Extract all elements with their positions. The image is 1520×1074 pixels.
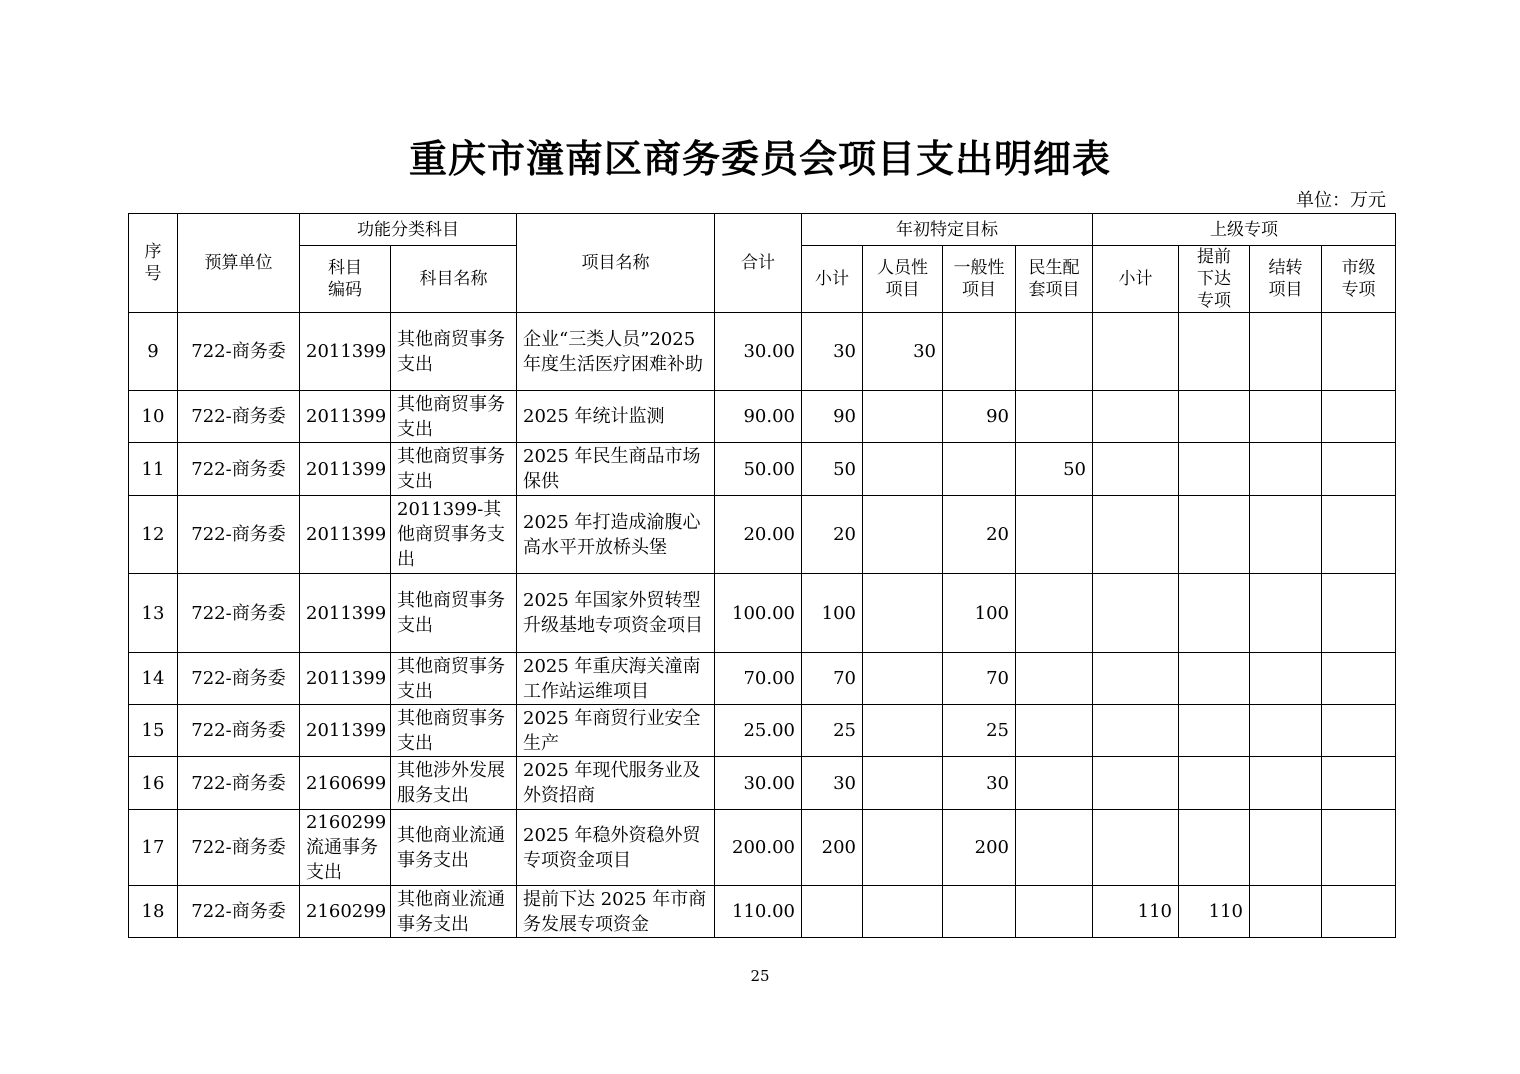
cell-code: 2160299流通事务支出 [300, 810, 391, 886]
table-row [129, 443, 1396, 496]
cell-carryover [1250, 705, 1322, 757]
cell-personnel [863, 757, 943, 810]
cell-subject: 其他涉外发展服务支出 [391, 757, 517, 810]
cell-subject: 其他商贸事务支出 [391, 653, 517, 705]
cell-seq: 17 [129, 810, 178, 886]
cell-general: 90 [943, 391, 1016, 443]
cell-city [1322, 496, 1396, 574]
header-func-group: 功能分类科目 [300, 214, 517, 246]
cell-seq: 16 [129, 757, 178, 810]
cell-city [1322, 653, 1396, 705]
cell-seq: 10 [129, 391, 178, 443]
cell-project: 2025 年稳外资稳外贸专项资金项目 [517, 810, 715, 886]
cell-upper-subtotal [1093, 757, 1179, 810]
cell-carryover [1250, 810, 1322, 886]
cell-annual-subtotal: 25 [802, 705, 863, 757]
cell-city [1322, 886, 1396, 938]
cell-subject: 其他商贸事务支出 [391, 313, 517, 391]
cell-annual-subtotal: 200 [802, 810, 863, 886]
cell-subject: 其他商贸事务支出 [391, 391, 517, 443]
cell-general [943, 886, 1016, 938]
cell-carryover [1250, 443, 1322, 496]
header-livelihood: 民生配套项目 [1016, 246, 1093, 313]
cell-personnel [863, 705, 943, 757]
cell-seq: 15 [129, 705, 178, 757]
cell-carryover [1250, 391, 1322, 443]
header-total: 合计 [715, 214, 802, 313]
cell-total: 20.00 [715, 496, 802, 574]
cell-subject: 其他商贸事务支出 [391, 443, 517, 496]
cell-annual-subtotal: 20 [802, 496, 863, 574]
cell-livelihood [1016, 574, 1093, 653]
cell-unit: 722-商务委 [178, 443, 300, 496]
cell-city [1322, 391, 1396, 443]
cell-carryover [1250, 653, 1322, 705]
cell-livelihood [1016, 757, 1093, 810]
cell-city [1322, 574, 1396, 653]
cell-livelihood [1016, 313, 1093, 391]
header-personnel: 人员性项目 [863, 246, 943, 313]
cell-total: 30.00 [715, 313, 802, 391]
cell-total: 30.00 [715, 757, 802, 810]
header-upper-subtotal: 小计 [1093, 246, 1179, 313]
cell-project: 2025 年民生商品市场保供 [517, 443, 715, 496]
cell-project: 2025 年商贸行业安全生产 [517, 705, 715, 757]
table-row [129, 574, 1396, 653]
cell-code: 2160699 [300, 757, 391, 810]
header-project-name: 项目名称 [517, 214, 715, 313]
cell-general: 200 [943, 810, 1016, 886]
cell-code: 2160299 [300, 886, 391, 938]
cell-unit: 722-商务委 [178, 886, 300, 938]
cell-code: 2011399 [300, 391, 391, 443]
cell-upper-subtotal [1093, 443, 1179, 496]
cell-annual-subtotal [802, 886, 863, 938]
cell-annual-subtotal: 30 [802, 757, 863, 810]
cell-subject: 其他商业流通事务支出 [391, 810, 517, 886]
cell-unit: 722-商务委 [178, 757, 300, 810]
cell-total: 100.00 [715, 574, 802, 653]
cell-personnel [863, 810, 943, 886]
cell-general: 30 [943, 757, 1016, 810]
cell-carryover [1250, 313, 1322, 391]
header-code: 科目编码 [300, 246, 391, 313]
cell-annual-subtotal: 30 [802, 313, 863, 391]
cell-annual-subtotal: 100 [802, 574, 863, 653]
cell-seq: 11 [129, 443, 178, 496]
cell-code: 2011399 [300, 313, 391, 391]
cell-upper-subtotal: 110 [1093, 886, 1179, 938]
table-row [129, 886, 1396, 938]
project-expense-table [128, 213, 1396, 938]
cell-advance [1179, 705, 1250, 757]
cell-subject: 其他商贸事务支出 [391, 705, 517, 757]
cell-livelihood [1016, 705, 1093, 757]
cell-subject: 其他商业流通事务支出 [391, 886, 517, 938]
cell-seq: 14 [129, 653, 178, 705]
cell-annual-subtotal: 70 [802, 653, 863, 705]
cell-upper-subtotal [1093, 574, 1179, 653]
cell-upper-subtotal [1093, 313, 1179, 391]
cell-personnel [863, 443, 943, 496]
cell-seq: 13 [129, 574, 178, 653]
cell-project: 2025 年打造成渝腹心高水平开放桥头堡 [517, 496, 715, 574]
cell-upper-subtotal [1093, 653, 1179, 705]
cell-general: 100 [943, 574, 1016, 653]
cell-advance [1179, 810, 1250, 886]
header-unit: 预算单位 [178, 214, 300, 313]
cell-carryover [1250, 574, 1322, 653]
cell-personnel [863, 886, 943, 938]
cell-livelihood: 50 [1016, 443, 1093, 496]
header-advance: 提前下达专项 [1179, 246, 1250, 313]
cell-total: 70.00 [715, 653, 802, 705]
header-seq: 序号 [129, 214, 178, 313]
cell-seq: 12 [129, 496, 178, 574]
cell-advance [1179, 574, 1250, 653]
cell-subject: 其他商贸事务支出 [391, 574, 517, 653]
cell-livelihood [1016, 886, 1093, 938]
header-annual-subtotal: 小计 [802, 246, 863, 313]
cell-city [1322, 443, 1396, 496]
cell-total: 25.00 [715, 705, 802, 757]
cell-livelihood [1016, 391, 1093, 443]
cell-code: 2011399 [300, 496, 391, 574]
cell-general: 25 [943, 705, 1016, 757]
cell-total: 110.00 [715, 886, 802, 938]
cell-advance [1179, 757, 1250, 810]
cell-project: 2025 年统计监测 [517, 391, 715, 443]
cell-city [1322, 705, 1396, 757]
cell-project: 2025 年国家外贸转型升级基地专项资金项目 [517, 574, 715, 653]
header-carryover: 结转项目 [1250, 246, 1322, 313]
cell-subject: 2011399-其他商贸事务支出 [391, 496, 517, 574]
cell-unit: 722-商务委 [178, 313, 300, 391]
cell-unit: 722-商务委 [178, 653, 300, 705]
cell-personnel [863, 496, 943, 574]
cell-unit: 722-商务委 [178, 705, 300, 757]
cell-general: 70 [943, 653, 1016, 705]
cell-personnel [863, 653, 943, 705]
table-row [129, 705, 1396, 757]
cell-total: 50.00 [715, 443, 802, 496]
cell-project: 2025 年重庆海关潼南工作站运维项目 [517, 653, 715, 705]
cell-code: 2011399 [300, 443, 391, 496]
page-number: 25 [750, 967, 770, 985]
cell-general [943, 443, 1016, 496]
cell-general [943, 313, 1016, 391]
cell-personnel [863, 574, 943, 653]
cell-livelihood [1016, 653, 1093, 705]
unit-label: 单位：万元 [1296, 190, 1386, 211]
cell-carryover [1250, 886, 1322, 938]
table-row [129, 810, 1396, 886]
cell-annual-subtotal: 50 [802, 443, 863, 496]
cell-seq: 9 [129, 313, 178, 391]
cell-personnel: 30 [863, 313, 943, 391]
cell-code: 2011399 [300, 705, 391, 757]
cell-livelihood [1016, 810, 1093, 886]
cell-carryover [1250, 496, 1322, 574]
cell-advance [1179, 313, 1250, 391]
cell-upper-subtotal [1093, 496, 1179, 574]
cell-city [1322, 313, 1396, 391]
cell-upper-subtotal [1093, 705, 1179, 757]
table-row [129, 653, 1396, 705]
header-city: 市级专项 [1322, 246, 1396, 313]
cell-code: 2011399 [300, 653, 391, 705]
cell-advance [1179, 653, 1250, 705]
header-upper-group: 上级专项 [1093, 214, 1396, 246]
header-annual-group: 年初特定目标 [802, 214, 1093, 246]
table-row [129, 757, 1396, 810]
cell-unit: 722-商务委 [178, 810, 300, 886]
cell-total: 90.00 [715, 391, 802, 443]
header-subject-name: 科目名称 [391, 246, 517, 313]
cell-advance [1179, 391, 1250, 443]
cell-unit: 722-商务委 [178, 574, 300, 653]
table-row [129, 391, 1396, 443]
table-row [129, 496, 1396, 574]
cell-upper-subtotal [1093, 391, 1179, 443]
cell-total: 200.00 [715, 810, 802, 886]
table-row [129, 313, 1396, 391]
cell-unit: 722-商务委 [178, 496, 300, 574]
page-title: 重庆市潼南区商务委员会项目支出明细表 [408, 136, 1111, 181]
cell-project: 2025 年现代服务业及外资招商 [517, 757, 715, 810]
cell-advance [1179, 496, 1250, 574]
cell-advance: 110 [1179, 886, 1250, 938]
cell-general: 20 [943, 496, 1016, 574]
cell-carryover [1250, 757, 1322, 810]
cell-city [1322, 757, 1396, 810]
cell-seq: 18 [129, 886, 178, 938]
cell-project: 企业“三类人员”2025年度生活医疗困难补助 [517, 313, 715, 391]
cell-annual-subtotal: 90 [802, 391, 863, 443]
cell-livelihood [1016, 496, 1093, 574]
cell-upper-subtotal [1093, 810, 1179, 886]
header-general: 一般性项目 [943, 246, 1016, 313]
cell-code: 2011399 [300, 574, 391, 653]
cell-personnel [863, 391, 943, 443]
cell-city [1322, 810, 1396, 886]
cell-advance [1179, 443, 1250, 496]
cell-project: 提前下达 2025 年市商务发展专项资金 [517, 886, 715, 938]
cell-unit: 722-商务委 [178, 391, 300, 443]
